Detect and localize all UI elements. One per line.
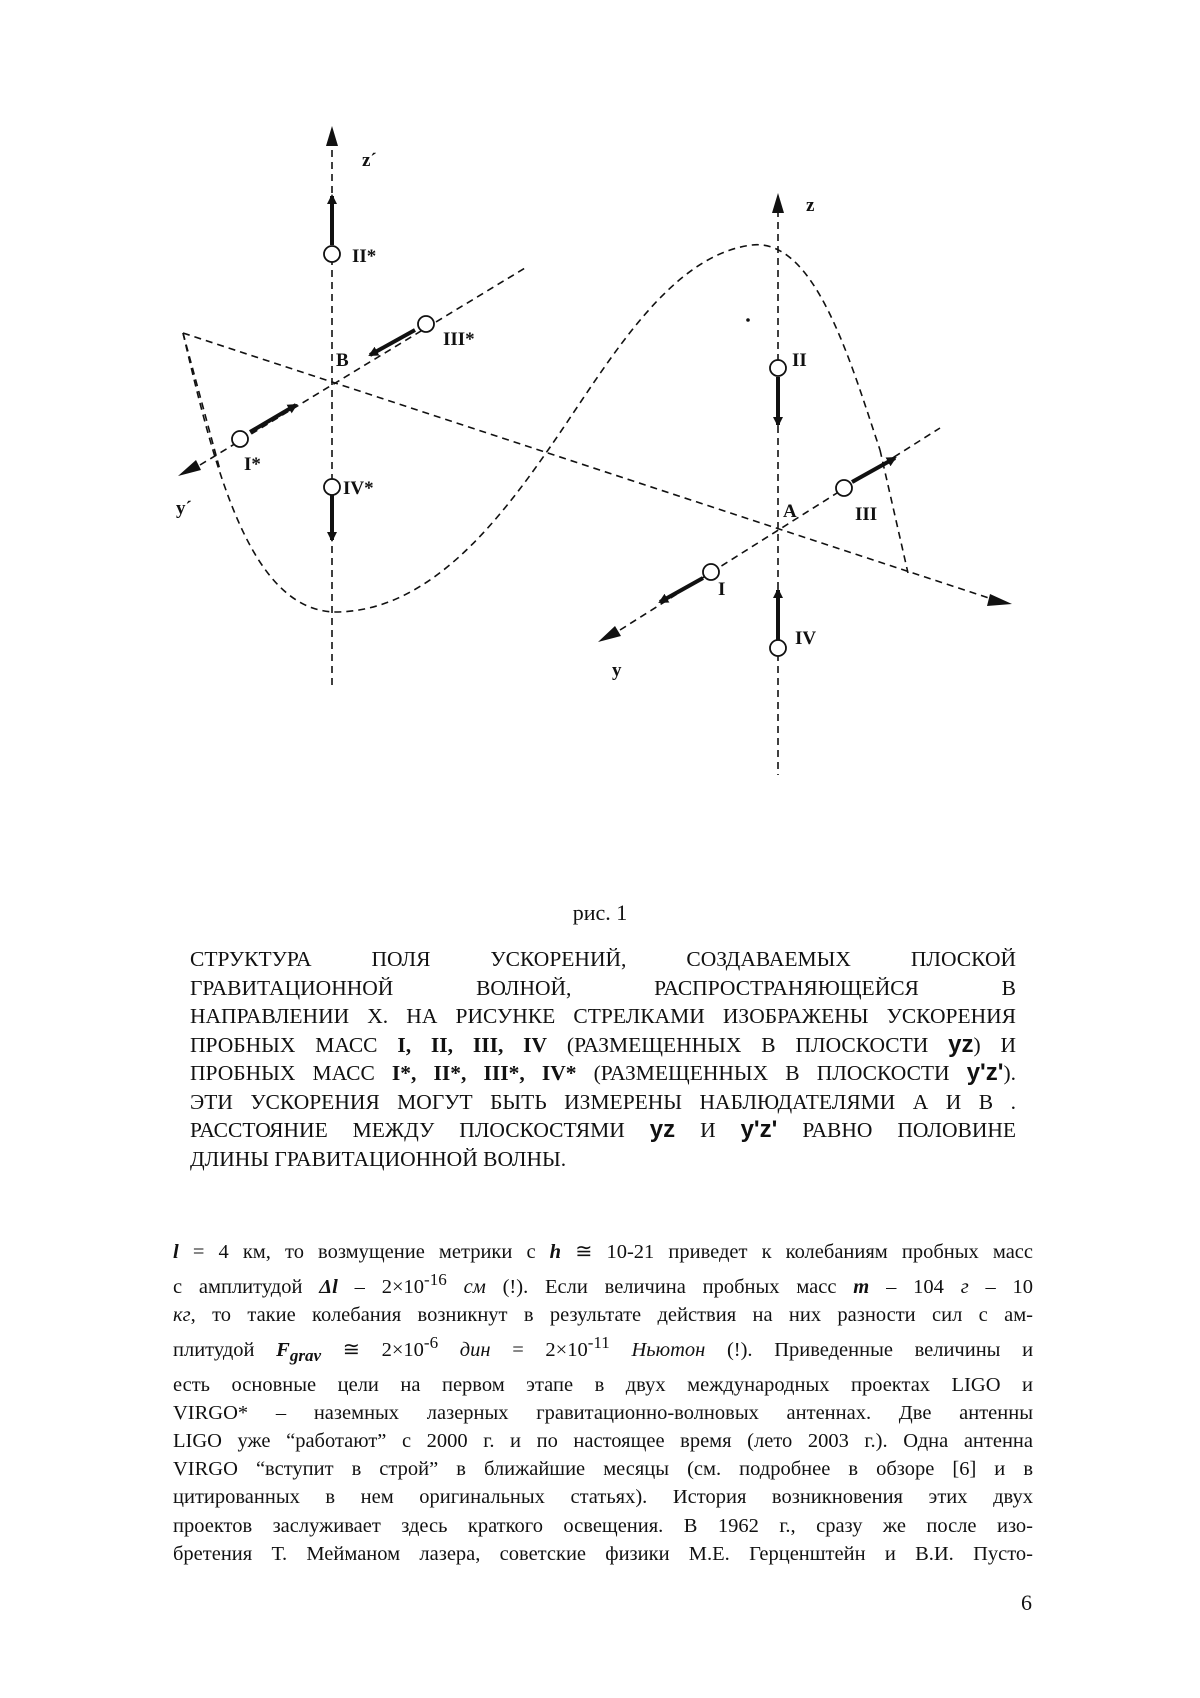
test-mass-III-star bbox=[418, 316, 434, 332]
caption-line: ГРАВИТАЦИОННОЙ ВОЛНОЙ, РАСПРОСТРАНЯЮЩЕЙСЯ В bbox=[190, 975, 1016, 1000]
test-mass-IV bbox=[770, 640, 786, 656]
caption-mass-labels-star: I*, II*, III*, IV* bbox=[391, 1061, 577, 1085]
z-prime-arrow bbox=[326, 126, 338, 146]
caption-plane-y-prime-z-prime: y'z' bbox=[740, 1116, 778, 1143]
label-IV: IV bbox=[795, 628, 817, 649]
body-line: бретения Т. Мейманом лазера, советские физики М.Е. Герценштейн и В.И. Пусто- bbox=[173, 1542, 1033, 1565]
x-arrow bbox=[987, 594, 1012, 606]
caption-line: ДЛИНЫ ГРАВИТАЦИОННОЙ ВОЛНЫ. bbox=[190, 1146, 567, 1171]
x-axis bbox=[183, 333, 995, 600]
symbol-F: F bbox=[276, 1339, 290, 1362]
body-line: VIRGO “вступит в строй” в ближайшие месяцы (см. подробнее в обзоре [6] и в bbox=[173, 1458, 1033, 1481]
label-z: z bbox=[806, 195, 815, 216]
caption-plane-yz: yz bbox=[948, 1030, 974, 1058]
caption-line: СТРУКТУРА ПОЛЯ УСКОРЕНИЙ, СОЗДАВАЕМЫХ ПЛОСКОЙ bbox=[190, 947, 1016, 971]
label-B: B bbox=[336, 350, 349, 371]
body-text-run: – 104 bbox=[886, 1276, 944, 1299]
wave-edge-right bbox=[880, 450, 908, 573]
body-text-run: = 4 км, то возмущение метрики с bbox=[192, 1241, 536, 1263]
caption-mass-labels: I, II, III, IV bbox=[397, 1032, 548, 1057]
body-line: LIGO уже “работают” с 2000 г. и по настоящее время (лето 2003 г.). Одна антенна bbox=[173, 1429, 1033, 1452]
body-line: проектов заслуживает здесь краткого освещения. В 1962 г., сразу же после изо- bbox=[173, 1514, 1033, 1537]
body-text-run: – 10 bbox=[985, 1276, 1033, 1299]
caption-line: НАПРАВЛЕНИИ X. НА РИСУНКЕ СТРЕЛКАМИ ИЗОБРАЖЕНЫ УСКОРЕНИЯ bbox=[190, 1004, 1016, 1028]
unit: г bbox=[960, 1276, 969, 1299]
caption-plane-yz: yz bbox=[649, 1116, 676, 1143]
caption-text: ПРОБНЫХ МАСС bbox=[190, 1032, 378, 1057]
label-y: y bbox=[612, 660, 622, 681]
body-text-run: с амплитудой bbox=[173, 1276, 303, 1299]
body-text-run: (!). Приведенные величины и bbox=[726, 1339, 1033, 1362]
caption-line bbox=[190, 1116, 1016, 1145]
label-y-prime: y´ bbox=[176, 498, 192, 519]
label-z-prime: z´ bbox=[362, 150, 377, 171]
exponent: -6 bbox=[423, 1333, 439, 1353]
accel-arrow-I bbox=[660, 578, 703, 602]
label-II: II bbox=[792, 350, 807, 371]
body-text-run: (!). Если величина пробных масс bbox=[502, 1276, 837, 1299]
figure-caption-number: рис. 1 bbox=[572, 900, 628, 925]
caption-text: ). bbox=[1003, 1061, 1017, 1085]
caption-plane-y-prime-z-prime: y'z' bbox=[966, 1059, 1004, 1086]
unit: Ньютон bbox=[631, 1339, 706, 1362]
label-II-star: II* bbox=[352, 246, 377, 267]
test-mass-II-star bbox=[324, 246, 340, 262]
y-arrow bbox=[598, 626, 621, 642]
caption-text: (РАЗМЕЩЕННЫХ В ПЛОСКОСТИ bbox=[593, 1061, 950, 1085]
test-mass-I-star bbox=[232, 431, 248, 447]
test-mass-II bbox=[770, 360, 786, 376]
body-line: VIRGO* – наземных лазерных гравитационно-волновых антеннах. Две антенны bbox=[173, 1401, 1033, 1424]
caption-line bbox=[190, 1059, 1016, 1088]
body-text-run: ≅ 2×10 bbox=[342, 1339, 424, 1362]
speck bbox=[746, 318, 750, 322]
label-I-star: I* bbox=[244, 454, 261, 475]
label-III: III bbox=[855, 504, 878, 525]
accel-arrow-III bbox=[852, 458, 895, 482]
exponent: -11 bbox=[587, 1333, 610, 1353]
test-mass-III bbox=[836, 480, 852, 496]
symbol-l: l bbox=[173, 1241, 179, 1263]
caption-text: ) И bbox=[973, 1032, 1017, 1057]
symbol-delta-l: Δl bbox=[319, 1276, 338, 1299]
caption-text: ПРОБНЫХ МАСС bbox=[190, 1061, 375, 1085]
body-line bbox=[173, 1301, 1033, 1329]
caption-text: И bbox=[700, 1118, 716, 1142]
y-prime-axis bbox=[200, 268, 525, 465]
body-text-run: ≅ 10-21 приведет к колебаниям пробных масс bbox=[575, 1241, 1033, 1263]
unit: см bbox=[463, 1276, 486, 1299]
body-line bbox=[173, 1238, 1033, 1266]
body-text-run: плитудой bbox=[173, 1339, 255, 1362]
body-line bbox=[173, 1329, 1033, 1370]
unit: дин bbox=[459, 1339, 491, 1362]
symbol-h: h bbox=[549, 1241, 562, 1263]
caption-text: (РАЗМЕЩЕННЫХ В ПЛОСКОСТИ bbox=[566, 1032, 929, 1057]
body-line: есть основные цели на первом этапе в двух международных проектах LIGO и bbox=[173, 1373, 1033, 1396]
z-arrow bbox=[772, 193, 784, 213]
y-prime-arrow bbox=[178, 460, 201, 476]
label-III-star: III* bbox=[443, 329, 475, 350]
unit: кг bbox=[173, 1304, 191, 1327]
test-mass-I bbox=[703, 564, 719, 580]
body-paragraph bbox=[173, 1238, 1033, 1568]
figure-caption bbox=[190, 945, 1016, 1173]
subscript-grav: grav bbox=[289, 1346, 322, 1366]
page-number: 6 bbox=[1021, 1590, 1032, 1615]
caption-text: РАССТОЯНИЕ МЕЖДУ ПЛОСКОСТЯМИ bbox=[190, 1118, 625, 1142]
accel-arrow-III-star bbox=[370, 330, 415, 355]
exponent: -16 bbox=[424, 1270, 447, 1290]
test-mass-IV-star bbox=[324, 479, 340, 495]
body-line bbox=[173, 1266, 1033, 1301]
body-text-run: = 2×10 bbox=[512, 1339, 588, 1362]
body-text-run: – 2×10 bbox=[354, 1276, 425, 1299]
label-A: A bbox=[783, 501, 797, 522]
accel-arrow-I-star bbox=[250, 405, 296, 432]
caption-line bbox=[190, 1031, 1016, 1060]
label-I: I bbox=[718, 579, 726, 600]
body-line: цитированных в нем оригинальных статьях). История возникновения этих двух bbox=[173, 1486, 1033, 1509]
caption-text: РАВНО ПОЛОВИНЕ bbox=[802, 1118, 1017, 1142]
symbol-m: m bbox=[853, 1276, 870, 1299]
body-text-run: , то такие колебания возникнут в результате действия на них разности сил с ам- bbox=[190, 1304, 1033, 1327]
wave-edge-left bbox=[183, 333, 220, 470]
wave-curve bbox=[183, 245, 880, 612]
label-IV-star: IV* bbox=[343, 478, 374, 499]
caption-line: ЭТИ УСКОРЕНИЯ МОГУТ БЫТЬ ИЗМЕРЕНЫ НАБЛЮДАТЕЛЯМИ А И В . bbox=[190, 1089, 1016, 1114]
